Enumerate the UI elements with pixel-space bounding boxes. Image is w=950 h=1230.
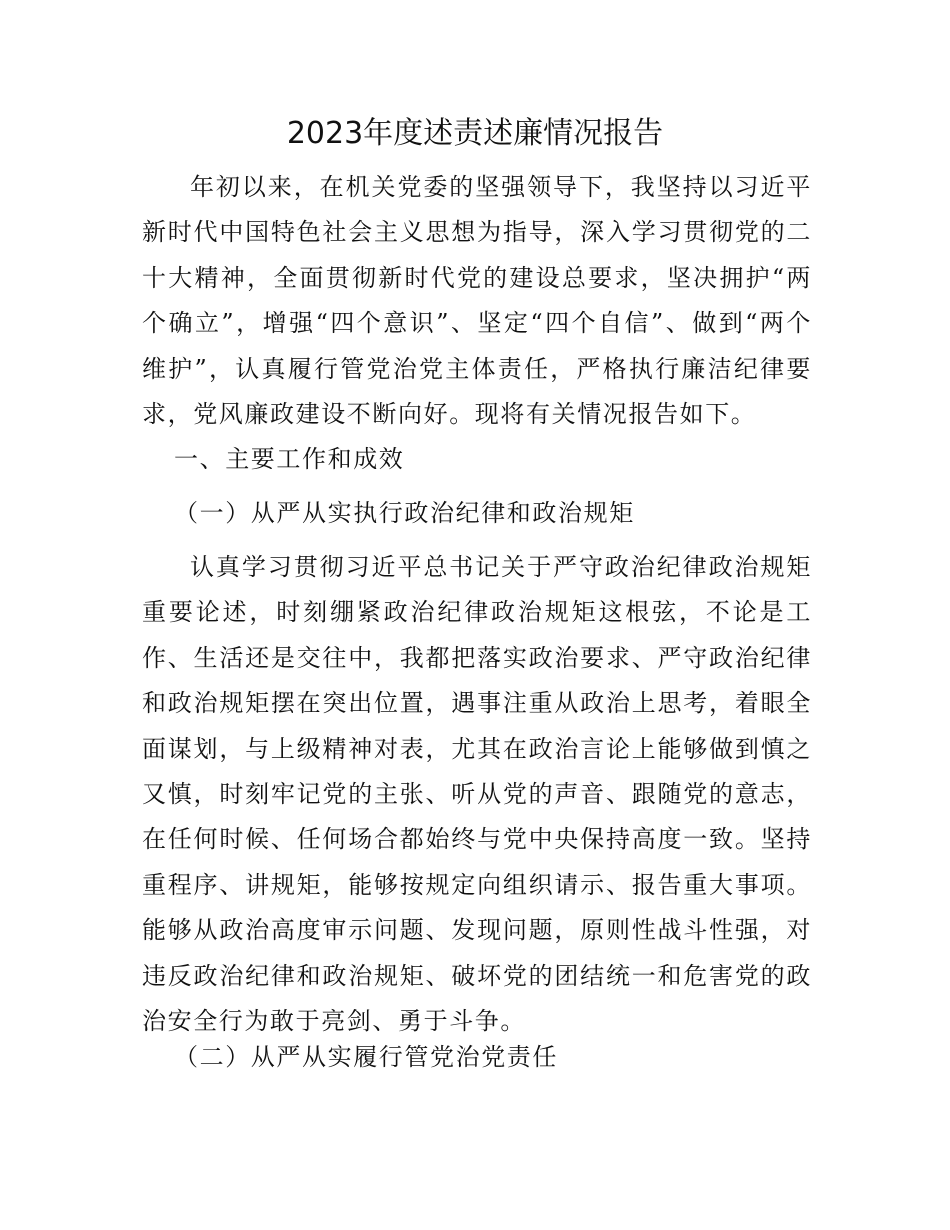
intro-paragraph: 年初以来，在机关党委的坚强领导下，我坚持以习近平新时代中国特色社会主义思想为指导，深入学习贯彻党的二十大精神，全面贯彻新时代党的建设总要求，坚决拥护“两个确立”，增强“四个意识”、坚定“四个自信”、做到“两个维护”，认真履行管党治党主体责任，严格执行廉洁纪律要求，党风廉政建设不断向好。现将有关情况报告如下。 — [142, 173, 812, 429]
subsection-heading-political-discipline: （一）从严从实执行政治纪律和政治规矩 — [174, 499, 635, 527]
subsection-heading-party-governance: （二）从严从实履行管党治党责任 — [174, 1043, 558, 1071]
political-discipline-paragraph: 认真学习贯彻习近平总书记关于严守政治纪律政治规矩重要论述，时刻绷紧政治纪律政治规矩这根弦，不论是工作、生活还是交往中，我都把落实政治要求、严守政治纪律和政治规矩摆在突出位置，遇事注重从政治上思考，着眼全面谋划，与上级精神对表，尤其在政治言论上能够做到慎之又慎，时刻牢记党的主张、听从党的声音、跟随党的意志，在任何时候、任何场合都始终与党中央保持高度一致。坚持重程序、讲规矩，能够按规定向组织请示、报告重大事项。能够从政治高度审示问题、发现问题，原则性战斗性强，对违反政治纪律和政治规矩、破坏党的团结统一和危害党的政治安全行为敢于亮剑、勇于斗争。 — [142, 553, 812, 1036]
document-title: 2023年度述责述廉情况报告 — [286, 116, 664, 151]
section-heading-main-work: 一、主要工作和成效 — [174, 445, 405, 473]
